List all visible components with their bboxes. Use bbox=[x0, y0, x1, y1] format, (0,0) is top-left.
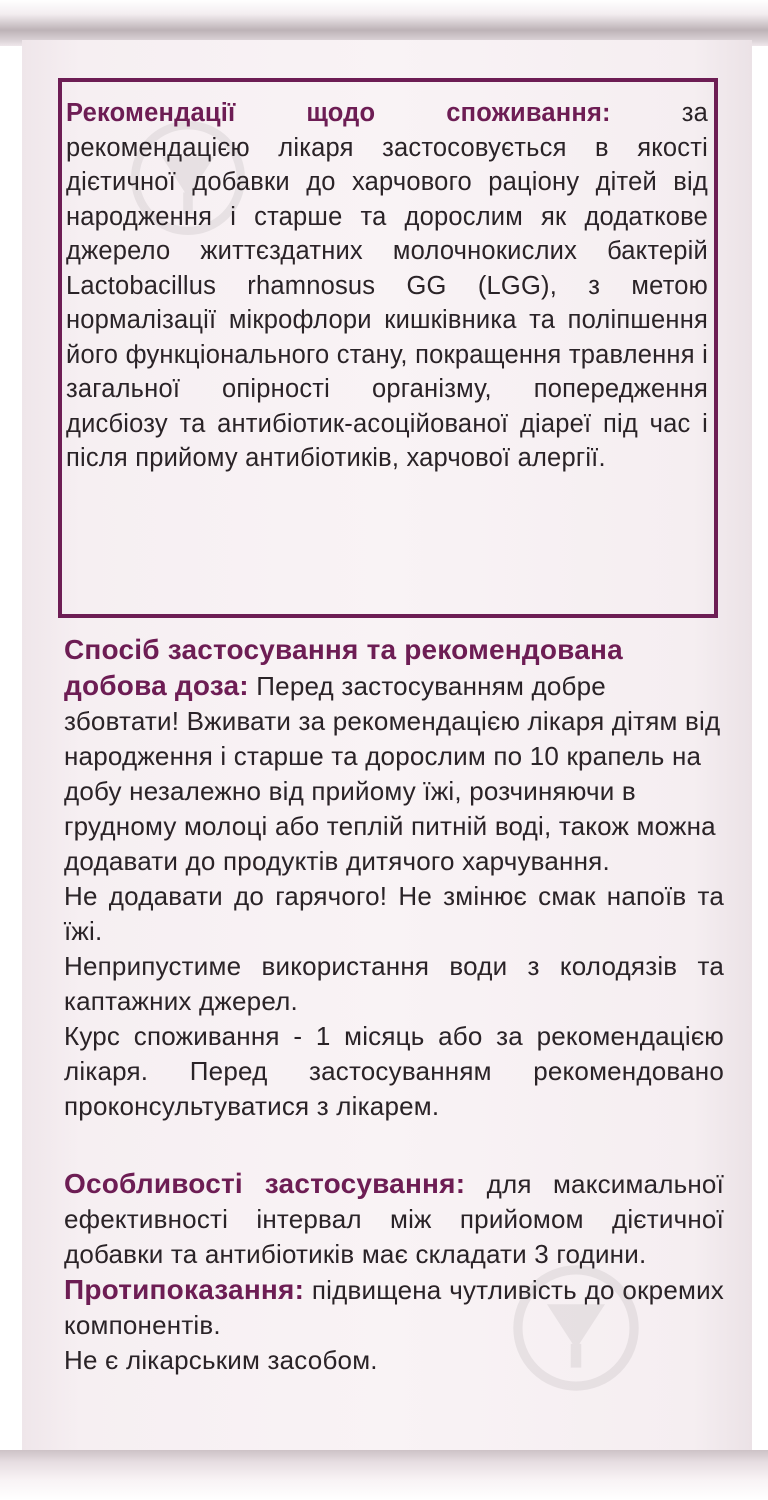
watermark-icon bbox=[510, 1262, 642, 1394]
method-course: Курс споживання - 1 місяць або за рекомендацією лікаря. Перед застосуванням рекомендовано проконсультуватися з лікарем. bbox=[64, 1021, 724, 1121]
recommendation-block bbox=[66, 96, 708, 476]
recommendation-text: за рекомендацією лікаря застосовується в якості дієтичної добавки до харчового раціону дітей від народження і старше та дорослим як додаткове джерело життєздатних молочнокислих бактерій Lactobacillus rhamnosus GG (LGG), з метою нормалізації мікрофлори кишківника та поліпшення його функціонального стану, покращення травлення і загальної опірності організму, попередження дисбіозу та антибіотик-асоційованої діареї під час і після прийому антибіотиків, харчової алергії. bbox=[66, 99, 708, 472]
method-text: Перед застосуванням добре збовтати! Вживати за рекомендацією лікаря дітям від народження і старше та дорослим по 10 крапель на добу незалежно від прийому їжі, розчиняючи в грудному молоці або теплій питній воді, також можна додавати до продуктів дитячого харчування. bbox=[64, 671, 721, 876]
features-text: для максимальної ефективності інтервал між прийомом дієтичної добавки та антибіотиків має складати 3 години. bbox=[64, 1169, 724, 1269]
method-warning: Не додавати до гарячого! Не змінює смак напоїв та їжі. bbox=[64, 881, 724, 946]
contraindications-text: підвищена чутливість до окремих компонентів. bbox=[64, 1275, 724, 1340]
method-block bbox=[64, 632, 724, 1124]
method-heading: Спосіб застосування та рекомендована добова доза: bbox=[64, 634, 623, 701]
disclaimer: Не є лікарським засобом. bbox=[64, 1345, 378, 1375]
recommendation-heading: Рекомендації щодо споживання: bbox=[66, 99, 611, 127]
box-bottom-edge bbox=[0, 1450, 768, 1500]
features-heading: Особливості застосування: bbox=[64, 1168, 466, 1199]
contraindications-heading: Протипоказання: bbox=[64, 1274, 305, 1305]
method-water-note: Неприпустиме використання води з колодязів та каптажних джерел. bbox=[64, 951, 724, 1016]
